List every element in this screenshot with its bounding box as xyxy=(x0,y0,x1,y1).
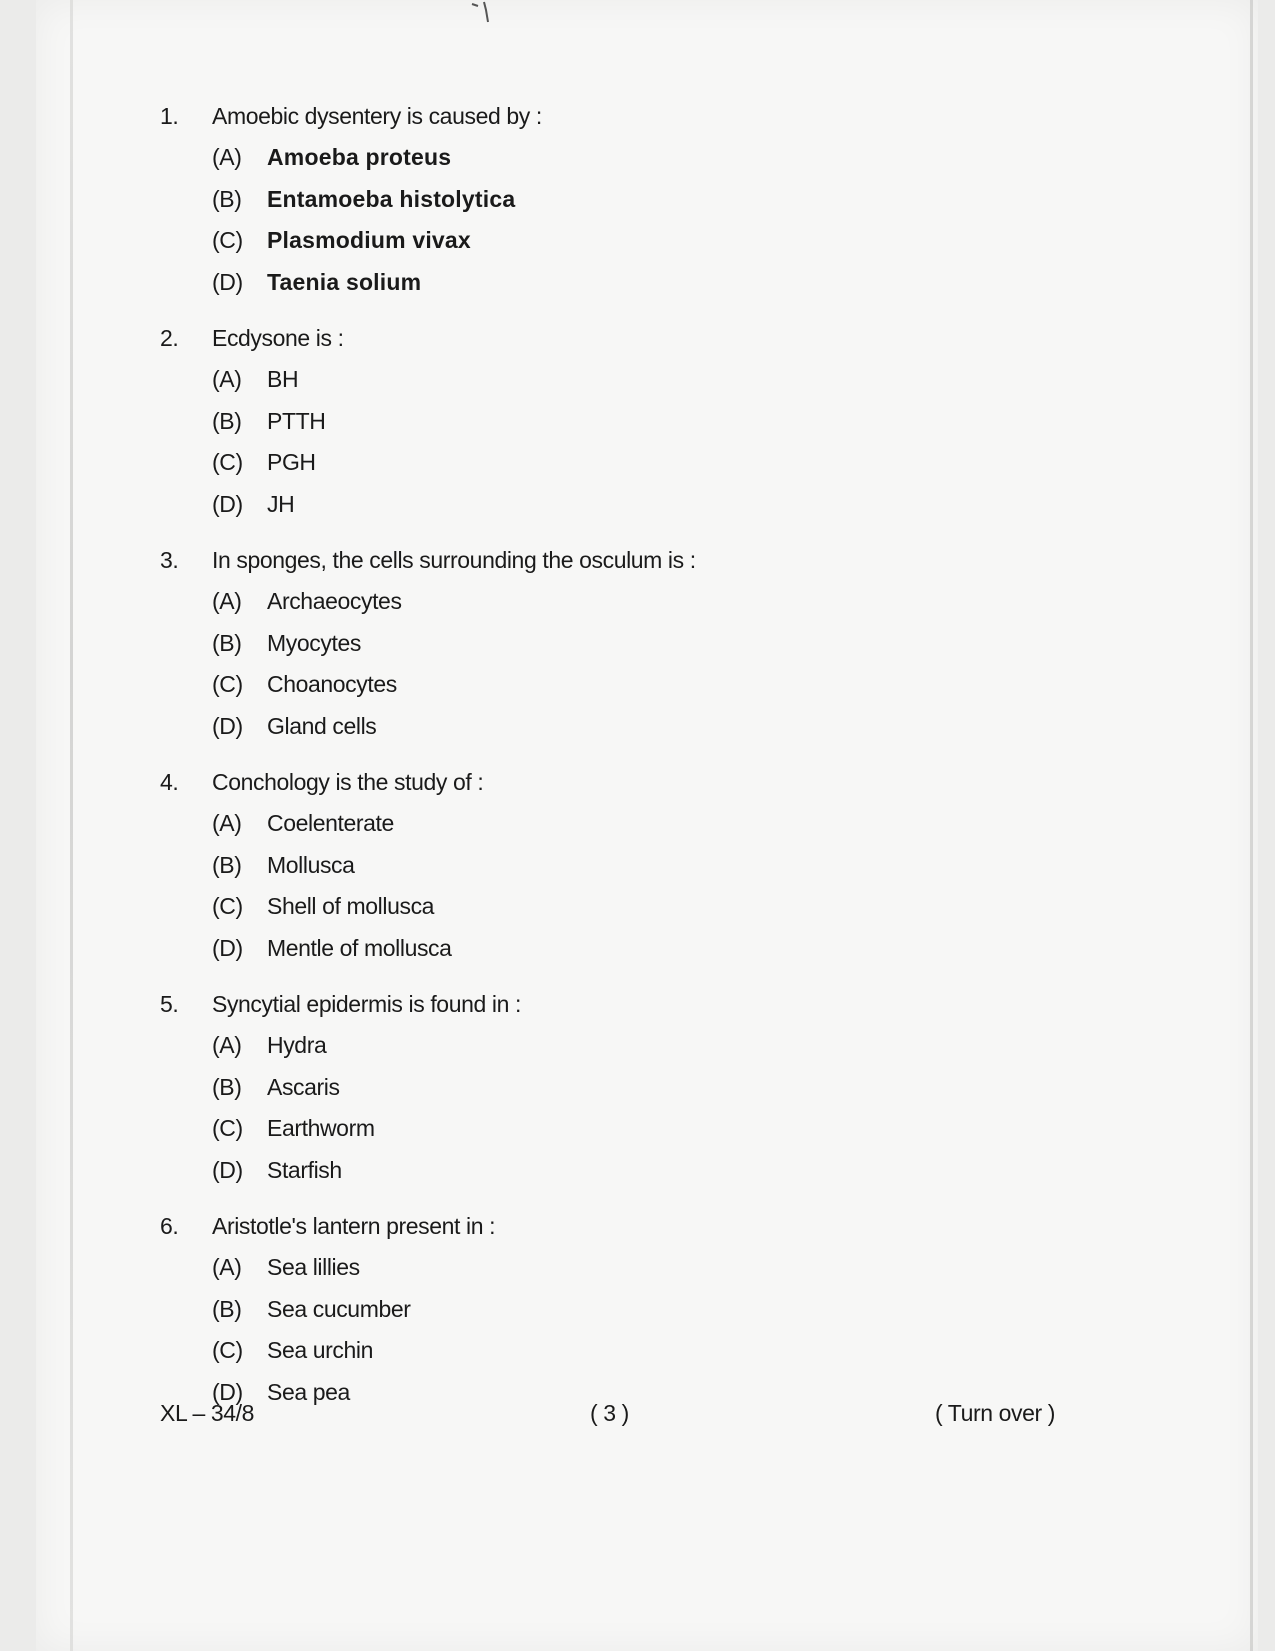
option-text: Amoeba proteus xyxy=(267,144,452,170)
option-text: Myocytes xyxy=(267,629,361,656)
staple-mark-icon xyxy=(470,0,494,26)
question-stem xyxy=(160,95,1120,137)
option-label: (C) xyxy=(212,1115,243,1141)
option-label: (C) xyxy=(212,671,243,697)
question-1 xyxy=(160,95,1120,303)
option-text: Shell of mollusca xyxy=(267,893,435,919)
answer-option xyxy=(160,262,1120,304)
option-text: Coelenterate xyxy=(267,810,394,836)
answer-option xyxy=(160,1108,1120,1150)
option-text: Taenia solium xyxy=(267,268,422,295)
option-label: (A) xyxy=(212,366,242,392)
option-text: Mentle of mollusca xyxy=(267,934,452,961)
answer-option xyxy=(160,220,1120,262)
option-label: (C) xyxy=(212,893,243,919)
question-stem xyxy=(160,1205,1120,1247)
question-number: 6. xyxy=(160,1213,179,1239)
question-stem xyxy=(160,317,1120,359)
option-text: Choanocytes xyxy=(267,671,397,697)
question-list xyxy=(160,95,1120,1427)
answer-option xyxy=(160,664,1120,706)
option-text: Sea pea xyxy=(267,1378,350,1405)
question-stem xyxy=(160,761,1120,803)
question-number: 2. xyxy=(160,325,179,351)
question-6 xyxy=(160,1205,1120,1413)
option-label: (A) xyxy=(212,810,242,836)
option-text: Gland cells xyxy=(267,712,377,739)
answer-option xyxy=(160,1150,1120,1192)
answer-option xyxy=(160,706,1120,748)
paper-right-edge xyxy=(1250,0,1253,1651)
question-text: Syncytial epidermis is found in : xyxy=(212,991,521,1017)
option-text: Sea urchin xyxy=(267,1337,373,1363)
answer-option xyxy=(160,137,1120,179)
option-label: (B) xyxy=(212,1295,242,1322)
option-text: JH xyxy=(267,490,295,517)
option-label: (C) xyxy=(212,449,243,475)
option-text: Sea lillies xyxy=(267,1254,360,1280)
question-number: 3. xyxy=(160,547,179,573)
question-5 xyxy=(160,983,1120,1191)
question-text: Amoebic dysentery is caused by : xyxy=(212,103,542,129)
answer-option xyxy=(160,1289,1120,1331)
option-label: (A) xyxy=(212,1032,242,1058)
question-stem xyxy=(160,539,1120,581)
paper-code: XL – 34/8 xyxy=(160,1400,255,1426)
option-label: (D) xyxy=(212,934,243,961)
question-stem xyxy=(160,983,1120,1025)
option-label: (D) xyxy=(212,1378,243,1405)
option-text: Starfish xyxy=(267,1156,342,1183)
page-number: ( 3 ) xyxy=(590,1400,629,1426)
answer-option xyxy=(160,442,1120,484)
option-label: (D) xyxy=(212,712,243,739)
option-label: (A) xyxy=(212,144,242,170)
option-text: BH xyxy=(267,366,299,392)
option-label: (A) xyxy=(212,1254,242,1280)
option-label: (B) xyxy=(212,185,242,212)
page-footer xyxy=(160,1400,1055,1434)
answer-option xyxy=(160,401,1120,443)
question-text: Conchology is the study of : xyxy=(212,769,484,795)
option-text: Ascaris xyxy=(267,1073,340,1100)
question-number: 1. xyxy=(160,103,179,129)
answer-option xyxy=(160,1067,1120,1109)
question-text: Aristotle's lantern present in : xyxy=(212,1213,496,1239)
paper-fold-edge xyxy=(70,0,73,1651)
option-label: (D) xyxy=(212,268,243,295)
option-text: PTTH xyxy=(267,407,326,434)
answer-option xyxy=(160,1330,1120,1372)
option-text: PGH xyxy=(267,449,316,475)
question-4 xyxy=(160,761,1120,969)
option-text: Sea cucumber xyxy=(267,1295,411,1322)
option-label: (D) xyxy=(212,490,243,517)
question-number: 5. xyxy=(160,991,179,1017)
question-2 xyxy=(160,317,1120,525)
answer-option xyxy=(160,1025,1120,1067)
answer-option xyxy=(160,845,1120,887)
answer-option xyxy=(160,886,1120,928)
option-text: Plasmodium vivax xyxy=(267,227,471,253)
option-text: Mollusca xyxy=(267,851,355,878)
option-label: (C) xyxy=(212,227,243,253)
answer-option xyxy=(160,359,1120,401)
option-label: (B) xyxy=(212,407,242,434)
answer-option xyxy=(160,928,1120,970)
question-text: Ecdysone is : xyxy=(212,325,344,351)
option-text: Hydra xyxy=(267,1032,327,1058)
option-text: Earthworm xyxy=(267,1115,375,1141)
option-label: (D) xyxy=(212,1156,243,1183)
answer-option xyxy=(160,803,1120,845)
question-3 xyxy=(160,539,1120,747)
answer-option xyxy=(160,581,1120,623)
option-label: (B) xyxy=(212,851,242,878)
question-number: 4. xyxy=(160,769,179,795)
answer-option xyxy=(160,1247,1120,1289)
turn-over-note: ( Turn over ) xyxy=(934,1400,1055,1426)
answer-option xyxy=(160,179,1120,221)
answer-option xyxy=(160,484,1120,526)
option-text: Archaeocytes xyxy=(267,588,402,614)
question-text: In sponges, the cells surrounding the osculum is : xyxy=(212,547,696,573)
answer-option xyxy=(160,623,1120,665)
option-label: (C) xyxy=(212,1337,243,1363)
option-text: Entamoeba histolytica xyxy=(267,185,516,212)
option-label: (B) xyxy=(212,629,242,656)
option-label: (A) xyxy=(212,588,242,614)
option-label: (B) xyxy=(212,1073,242,1100)
